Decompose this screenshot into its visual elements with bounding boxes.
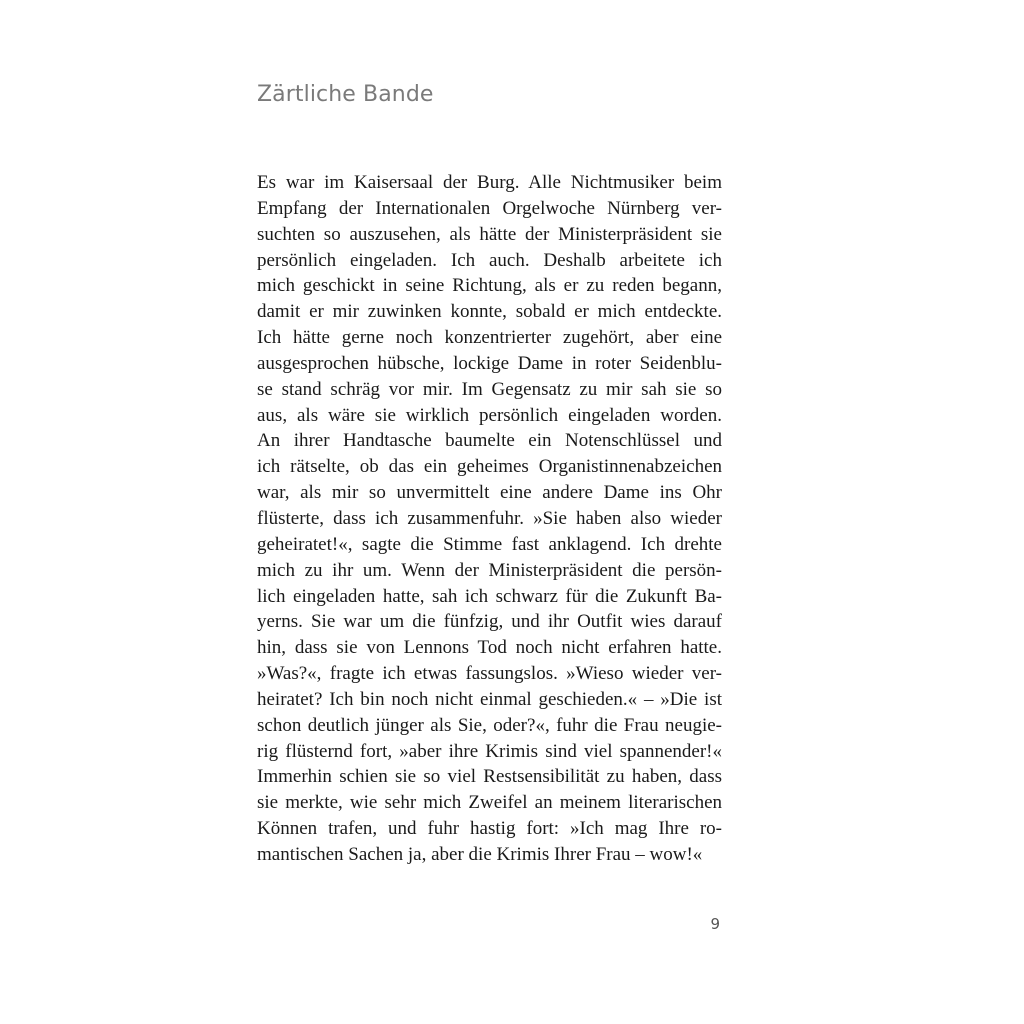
body-text [257, 170, 722, 868]
text-line: Empfang der Internationalen Orgelwoche Nürnberg ver- [257, 197, 722, 219]
text-line: mantischen Sachen ja, aber die Krimis Ihrer Frau – wow!« [257, 843, 703, 865]
text-line: sie merkte, wie sehr mich Zweifel an meinem literarischen [257, 792, 722, 814]
text-line: ich rätselte, ob das ein geheimes Organistinnenabzeichen [257, 456, 722, 478]
chapter-title: Zärtliche Bande [257, 82, 434, 107]
text-line: yerns. Sie war um die fünfzig, und ihr Outfit wies darauf [257, 611, 722, 633]
text-line: persönlich eingeladen. Ich auch. Deshalb arbeitete ich [257, 249, 722, 271]
text-line: schon deutlich jünger als Sie, oder?«, fuhr die Frau neugie- [257, 714, 722, 736]
text-line: »Was?«, fragte ich etwas fassungslos. »Wieso wieder ver- [257, 663, 722, 685]
text-line: damit er mir zuwinken konnte, sobald er mich entdeckte. [257, 301, 722, 323]
text-line: flüsterte, dass ich zusammenfuhr. »Sie haben also wieder [257, 507, 722, 529]
text-line: Es war im Kaisersaal der Burg. Alle Nichtmusiker beim [257, 172, 722, 193]
text-line: mich geschickt in seine Richtung, als er zu reden begann, [257, 275, 722, 297]
text-line: mich zu ihr um. Wenn der Ministerpräsident die persön- [257, 559, 722, 581]
text-line: Ich hätte gerne noch konzentrierter zugehört, aber eine [257, 327, 722, 349]
text-line: rig flüsternd fort, »aber ihre Krimis sind viel spannender!« [257, 740, 722, 762]
text-line: war, als mir so unvermittelt eine andere Dame ins Ohr [257, 482, 722, 504]
text-line: geheiratet!«, sagte die Stimme fast anklagend. Ich drehte [257, 533, 722, 555]
text-line: ausgesprochen hübsche, lockige Dame in roter Seidenblu- [257, 352, 722, 374]
text-line: An ihrer Handtasche baumelte ein Notenschlüssel und [257, 430, 722, 452]
page-number: 9 [710, 915, 720, 933]
text-line: lich eingeladen hatte, sah ich schwarz für die Zukunft Ba- [257, 585, 722, 607]
text-line: hin, dass sie von Lennons Tod noch nicht erfahren hatte. [257, 637, 722, 659]
text-line: suchten so auszusehen, als hätte der Ministerpräsident sie [257, 223, 722, 245]
text-line: aus, als wäre sie wirklich persönlich eingeladen worden. [257, 404, 722, 426]
text-line: Immerhin schien sie so viel Restsensibilität zu haben, dass [257, 766, 722, 788]
text-line: se stand schräg vor mir. Im Gegensatz zu mir sah sie so [257, 378, 722, 400]
text-line: heiratet? Ich bin noch nicht einmal geschieden.« – »Die ist [257, 688, 722, 710]
text-line: Können trafen, und fuhr hastig fort: »Ich mag Ihre ro- [257, 818, 722, 840]
